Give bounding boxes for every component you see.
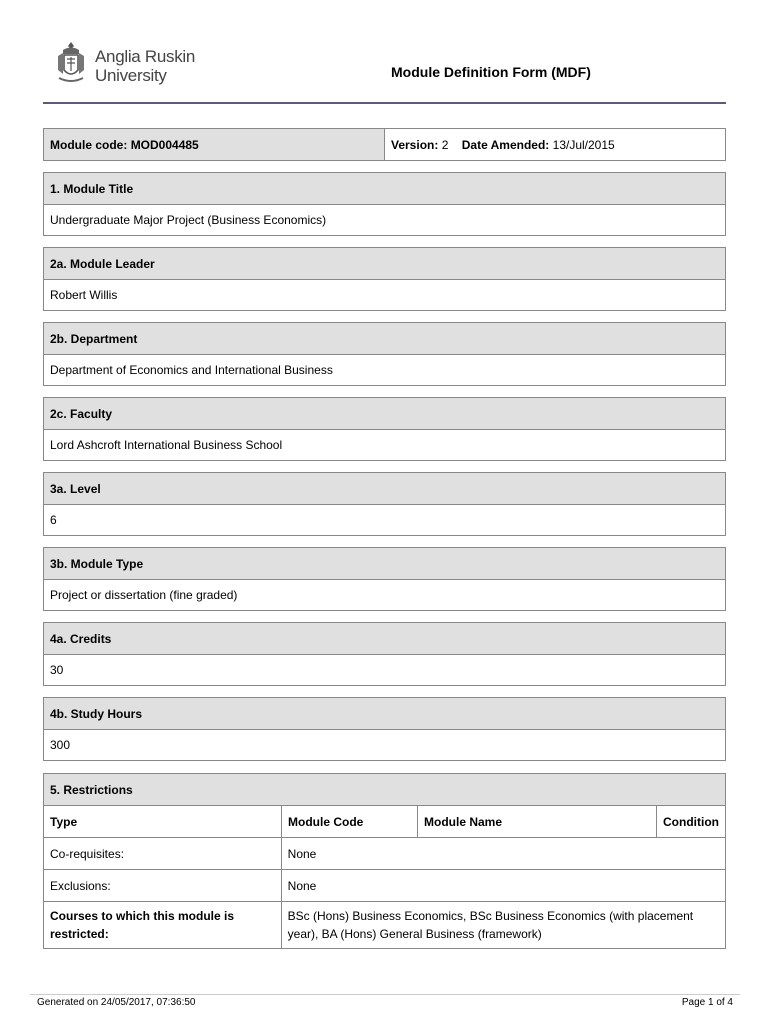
section-heading: 2b. Department bbox=[50, 331, 138, 346]
section-heading: 2a. Module Leader bbox=[50, 256, 155, 271]
module-code-label: Module code: bbox=[50, 137, 128, 152]
section-department bbox=[43, 322, 726, 386]
section-heading: 4a. Credits bbox=[50, 631, 112, 646]
section-module-type bbox=[43, 547, 726, 611]
courses-restricted-value bbox=[282, 902, 725, 948]
table-row bbox=[44, 901, 725, 948]
version-label: Version: bbox=[391, 137, 439, 152]
section-level bbox=[43, 472, 726, 536]
courses-label-line1: Courses to which this module is bbox=[50, 909, 235, 923]
section-faculty bbox=[43, 397, 726, 461]
section-heading: 4b. Study Hours bbox=[50, 706, 143, 721]
section-module-title bbox=[43, 172, 726, 236]
section-value: Project or dissertation (fine graded) bbox=[50, 588, 238, 602]
generated-timestamp: Generated on 24/05/2017, 07:36:50 bbox=[37, 997, 196, 1008]
section-restrictions bbox=[43, 773, 726, 949]
module-code-value: MOD004485 bbox=[130, 137, 199, 152]
section-value: Department of Economics and International Business bbox=[50, 363, 333, 377]
section-heading: 5. Restrictions bbox=[50, 782, 133, 797]
section-heading: 2c. Faculty bbox=[50, 406, 113, 421]
section-heading: 1. Module Title bbox=[50, 181, 134, 196]
section-study-hours bbox=[43, 697, 726, 761]
column-header-module-name: Module Name bbox=[418, 806, 657, 837]
page-number: Page 1 of 4 bbox=[681, 997, 733, 1008]
page-header bbox=[43, 38, 726, 102]
column-header-module-code: Module Code bbox=[282, 806, 418, 837]
column-header-condition: Condition bbox=[663, 814, 719, 829]
date-amended-value: 13/Jul/2015 bbox=[552, 137, 615, 152]
restriction-value: None bbox=[287, 846, 317, 861]
section-heading: 3b. Module Type bbox=[50, 556, 144, 571]
section-value: Lord Ashcroft International Business School bbox=[50, 438, 283, 452]
column-header-type: Type bbox=[44, 806, 282, 837]
section-module-leader bbox=[43, 247, 726, 311]
section-value: 30 bbox=[50, 663, 64, 677]
courses-line1: BSc (Hons) Business Economics, BSc Business Economics (with placement bbox=[287, 909, 694, 923]
restriction-type: Exclusions: bbox=[44, 870, 282, 901]
section-heading: 3a. Level bbox=[50, 481, 101, 496]
restriction-value: None bbox=[287, 878, 317, 893]
version-value: 2 bbox=[441, 137, 449, 152]
logo-text-line1: Anglia Ruskin bbox=[95, 47, 196, 66]
module-code-box bbox=[43, 128, 726, 161]
section-value: 6 bbox=[50, 513, 57, 527]
courses-label-line2: restricted: bbox=[50, 927, 109, 941]
university-logo bbox=[55, 38, 225, 90]
crest-icon bbox=[55, 40, 87, 86]
table-row bbox=[44, 837, 725, 869]
section-credits bbox=[43, 622, 726, 686]
restrictions-header-row bbox=[44, 805, 725, 837]
date-amended-label: Date Amended: bbox=[461, 137, 550, 152]
section-value: 300 bbox=[50, 738, 71, 752]
version-cell bbox=[385, 129, 725, 160]
section-value: Robert Willis bbox=[50, 288, 118, 302]
courses-restricted-label bbox=[44, 902, 282, 948]
restriction-type: Co-requisites: bbox=[44, 838, 282, 869]
logo-text-line2: University bbox=[95, 66, 167, 85]
module-code-cell bbox=[44, 129, 385, 160]
courses-line2: year), BA (Hons) General Business (framework) bbox=[287, 927, 542, 941]
table-row bbox=[44, 869, 725, 901]
footer-divider bbox=[30, 994, 740, 995]
form-title: Module Definition Form (MDF) bbox=[391, 64, 591, 80]
header-divider bbox=[43, 102, 726, 104]
section-value: Undergraduate Major Project (Business Economics) bbox=[50, 213, 327, 227]
